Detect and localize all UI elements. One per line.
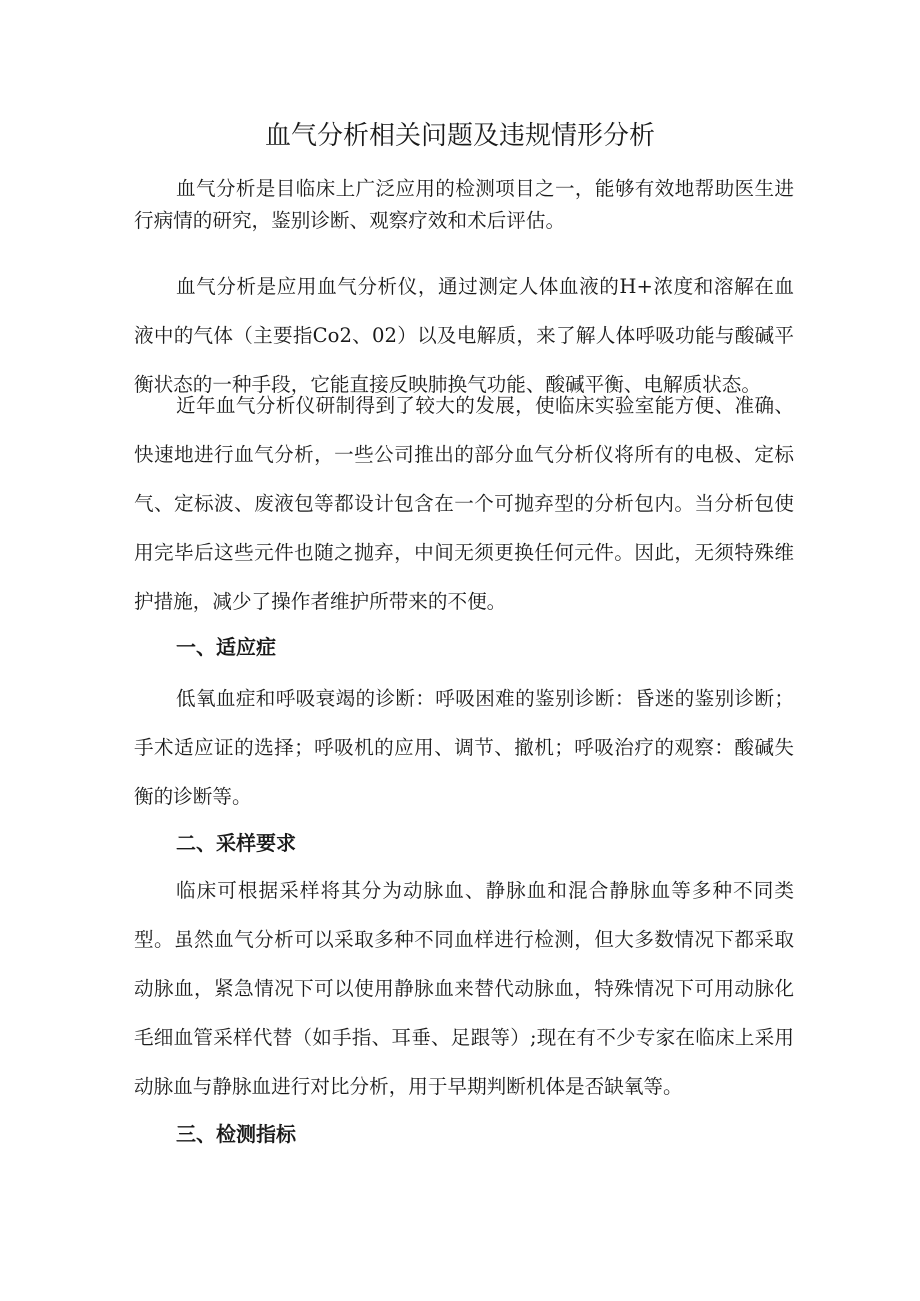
section-2-heading: 二、采样要求 — [176, 831, 296, 855]
section-1-text: 低氧血症和呼吸衰竭的诊断：呼吸困难的鉴别诊断：昏迷的鉴别诊断；手术适应证的选择；呼吸机的应用、调节、撤机；呼吸治疗的观察：酸碱失衡的诊断等。 — [134, 687, 794, 808]
intro-paragraph: 血气分析是目临床上广泛应用的检测项目之一，能够有效地帮助医生进行病情的研究，鉴别诊断、观察疗效和术后评估。 — [134, 177, 794, 232]
paragraph-3: 近年血气分析仪研制得到了较大的发展，使临床实验室能方便、准确、快速地进行血气分析，一些公司推出的部分血气分析仪将所有的电极、定标气、定标波、废液包等都设计包含在一个可抛弃型的分析包内。当分析包使用完毕后这些元件也随之抛弃，中间无须更换任何元件。因此，无须特殊维护措施，减少了操作者维护所带来的不便。 — [134, 394, 794, 613]
section-2-text: 临床可根据采样将其分为动脉血、静脉血和混合静脉血等多种不同类型。虽然血气分析可以采取多种不同血样进行检测，但大多数情况下都采取动脉血，紧急情况下可以使用静脉血来替代动脉血，特殊情况下可用动脉化毛细血管采样代替（如手指、耳垂、足跟等）;现在有不少专家在临床上采用动脉血与静脉血进行对比分析，用于早期判断机体是否缺氧等。 — [134, 879, 794, 1098]
document-title: 血气分析相关问题及违规情形分析 — [264, 121, 655, 151]
paragraph-2: 血气分析是应用血气分析仪，通过测定人体血液的H+浓度和溶解在血液中的气体（主要指Co2、02）以及电解质，来了解人体呼吸功能与酸碱平衡状态的一种手段，它能直接反映肺换气功能、酸碱平衡、电解质状态。 — [134, 275, 794, 396]
section-1-heading: 一、适应症 — [176, 635, 276, 659]
section-3-heading: 三、检测指标 — [176, 1122, 296, 1146]
